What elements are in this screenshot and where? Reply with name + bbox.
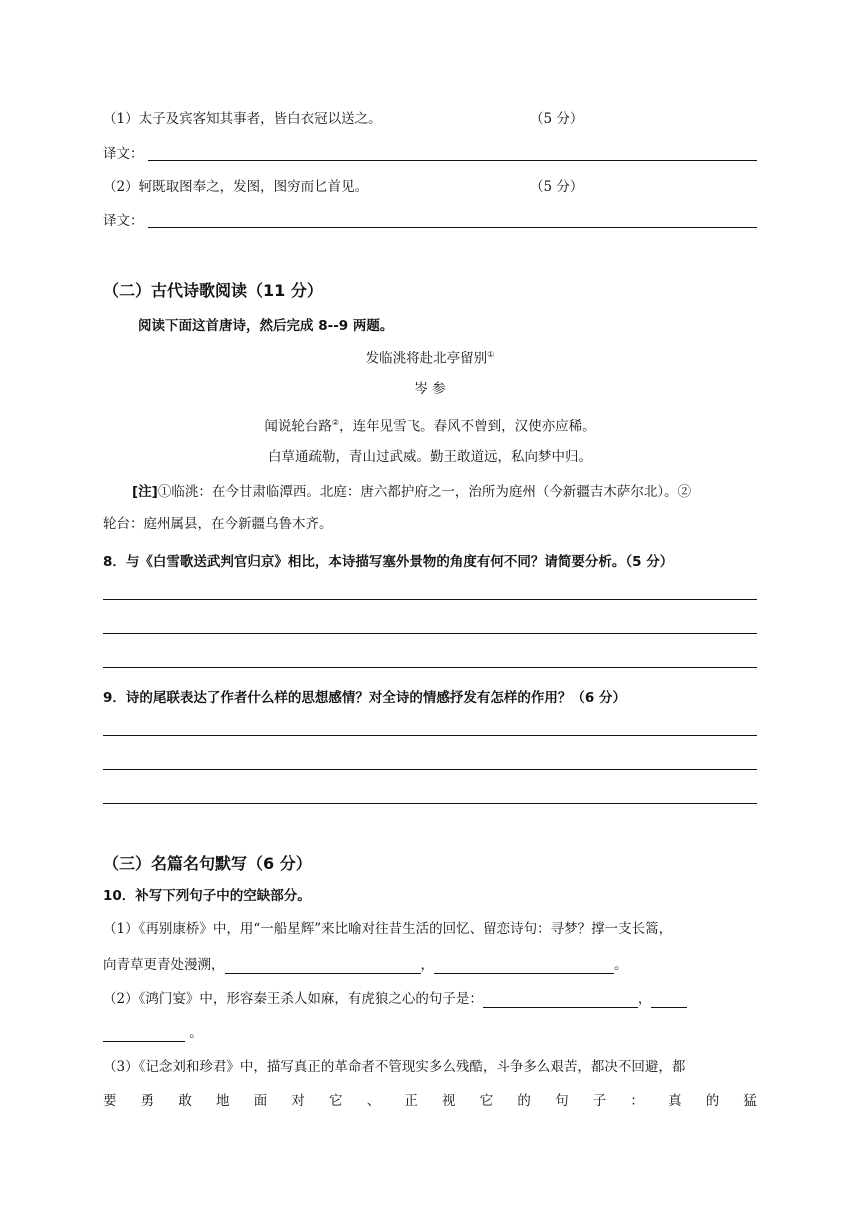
poem-line-1-a: 闻说轮台路 [264, 418, 332, 435]
item-3-char: 勇 [140, 1093, 155, 1109]
item-3-line-1: （3）《记念刘和珍君》中，描写真正的革命者不管现实多么残酷，斗争多么艰苦，都决不回避，都 [103, 1059, 686, 1075]
item-3-char: 它 [329, 1093, 343, 1109]
poem-line-1 [0, 414, 860, 436]
item-2-line-1 [103, 990, 687, 1008]
item-3-char: ： [630, 1093, 644, 1109]
note-label: [注] [132, 484, 158, 500]
blank-2-2b[interactable] [103, 1027, 185, 1042]
item-2-end: 。 [185, 1025, 203, 1041]
question-8: 8．与《白雪歌送武判官归京》相比，本诗描写塞外景物的角度有何不同？请简要分析。（5 分） [103, 554, 674, 570]
item-2-line-2 [103, 1024, 203, 1042]
q9-answer-line-2[interactable] [103, 769, 757, 770]
item-3-char: 正 [404, 1093, 418, 1109]
item-3-char: 视 [442, 1093, 456, 1109]
translation-label-2: 译文： [103, 213, 144, 229]
item-3-line-2 [103, 1092, 757, 1110]
item-3-char: 的 [705, 1093, 720, 1109]
blank-1-2[interactable] [434, 959, 614, 974]
item-3-char: 面 [253, 1093, 268, 1109]
q8-answer-line-2[interactable] [103, 633, 757, 634]
q8-answer-line-1[interactable] [103, 599, 757, 600]
answer-line-2[interactable] [148, 227, 757, 228]
sentence-1-score: （5 分） [530, 111, 584, 127]
item-3-char: 对 [291, 1093, 305, 1109]
q9-answer-line-1[interactable] [103, 735, 757, 736]
question-9: 9．诗的尾联表达了作者什么样的思想感情？对全诗的情感抒发有怎样的作用？（6 分） [103, 690, 626, 706]
item-1-line-2 [103, 956, 628, 974]
sentence-2-score: （5 分） [530, 179, 584, 195]
famous-heading: （三）名篇名句默写（6 分） [103, 854, 312, 873]
poem-line-1-note: ② [331, 418, 340, 427]
blank-2-1[interactable] [483, 993, 638, 1008]
answer-line-1[interactable] [148, 160, 757, 161]
blank-2-2a[interactable] [651, 993, 687, 1008]
poetry-heading: （二）古代诗歌阅读（11 分） [103, 281, 323, 300]
item-3-char: 敢 [178, 1093, 192, 1109]
item-3-char: 句 [555, 1093, 569, 1109]
note-line-1: ①临洮：在今甘肃临潭西。北庭：唐六都护府之一，治所为庭州（今新疆吉木萨尔北）。② [157, 484, 692, 500]
item-3-char: 、 [366, 1093, 381, 1109]
item-2-prefix: （2）《鸿门宴》中，形容秦王杀人如麻，有虎狼之心的句子是： [103, 991, 483, 1007]
poem-title [0, 346, 860, 368]
item-1-prefix: 向青草更青处漫溯， [103, 957, 225, 973]
item-3-char: 要 [103, 1093, 117, 1109]
item-1-comma: ， [420, 957, 434, 973]
item-3-char: 猛 [743, 1093, 757, 1109]
item-1-period: 。 [614, 957, 628, 973]
poem-line-2: 白草通疏勒，青山过武威。勤王敢道远，私向梦中归。 [268, 449, 592, 465]
blank-1-1[interactable] [225, 959, 421, 974]
q8-answer-line-3[interactable] [103, 667, 757, 668]
translation-label-1: 译文： [103, 146, 144, 162]
item-2-comma: ， [637, 991, 652, 1007]
item-3-char: 地 [216, 1093, 230, 1109]
poem-note [132, 483, 691, 501]
poem-title-text: 发临洮将赴北亭留别 [365, 350, 488, 367]
q9-answer-line-3[interactable] [103, 803, 757, 804]
poem-note-cont: 轮台：庭州属县，在今新疆乌鲁木齐。 [103, 516, 333, 532]
question-10: 10．补写下列句子中的空缺部分。 [103, 888, 311, 904]
poetry-instruction: 阅读下面这首唐诗，然后完成 8--9 两题。 [138, 318, 394, 334]
item-3-char: 子 [592, 1093, 607, 1109]
sentence-1: （1）太子及宾客知其事者，皆白衣冠以送之。 [103, 111, 382, 127]
item-3-char: 它 [479, 1093, 494, 1109]
item-3-char: 真 [668, 1093, 682, 1109]
poem-title-note: ① [487, 350, 495, 359]
poem-author: 岑 参 [414, 381, 446, 397]
item-1-line-1: （1）《再别康桥》中，用“一船星辉”来比喻对往昔生活的回忆、留恋诗句：寻梦？撑一支长篙， [103, 921, 673, 937]
sentence-2: （2）轲既取图奉之，发图，图穷而匕首见。 [103, 179, 369, 195]
poem-line-1-b: ，连年见雪飞。春风不曾到，汉使亦应稀。 [339, 418, 596, 435]
item-3-char: 的 [517, 1093, 531, 1109]
